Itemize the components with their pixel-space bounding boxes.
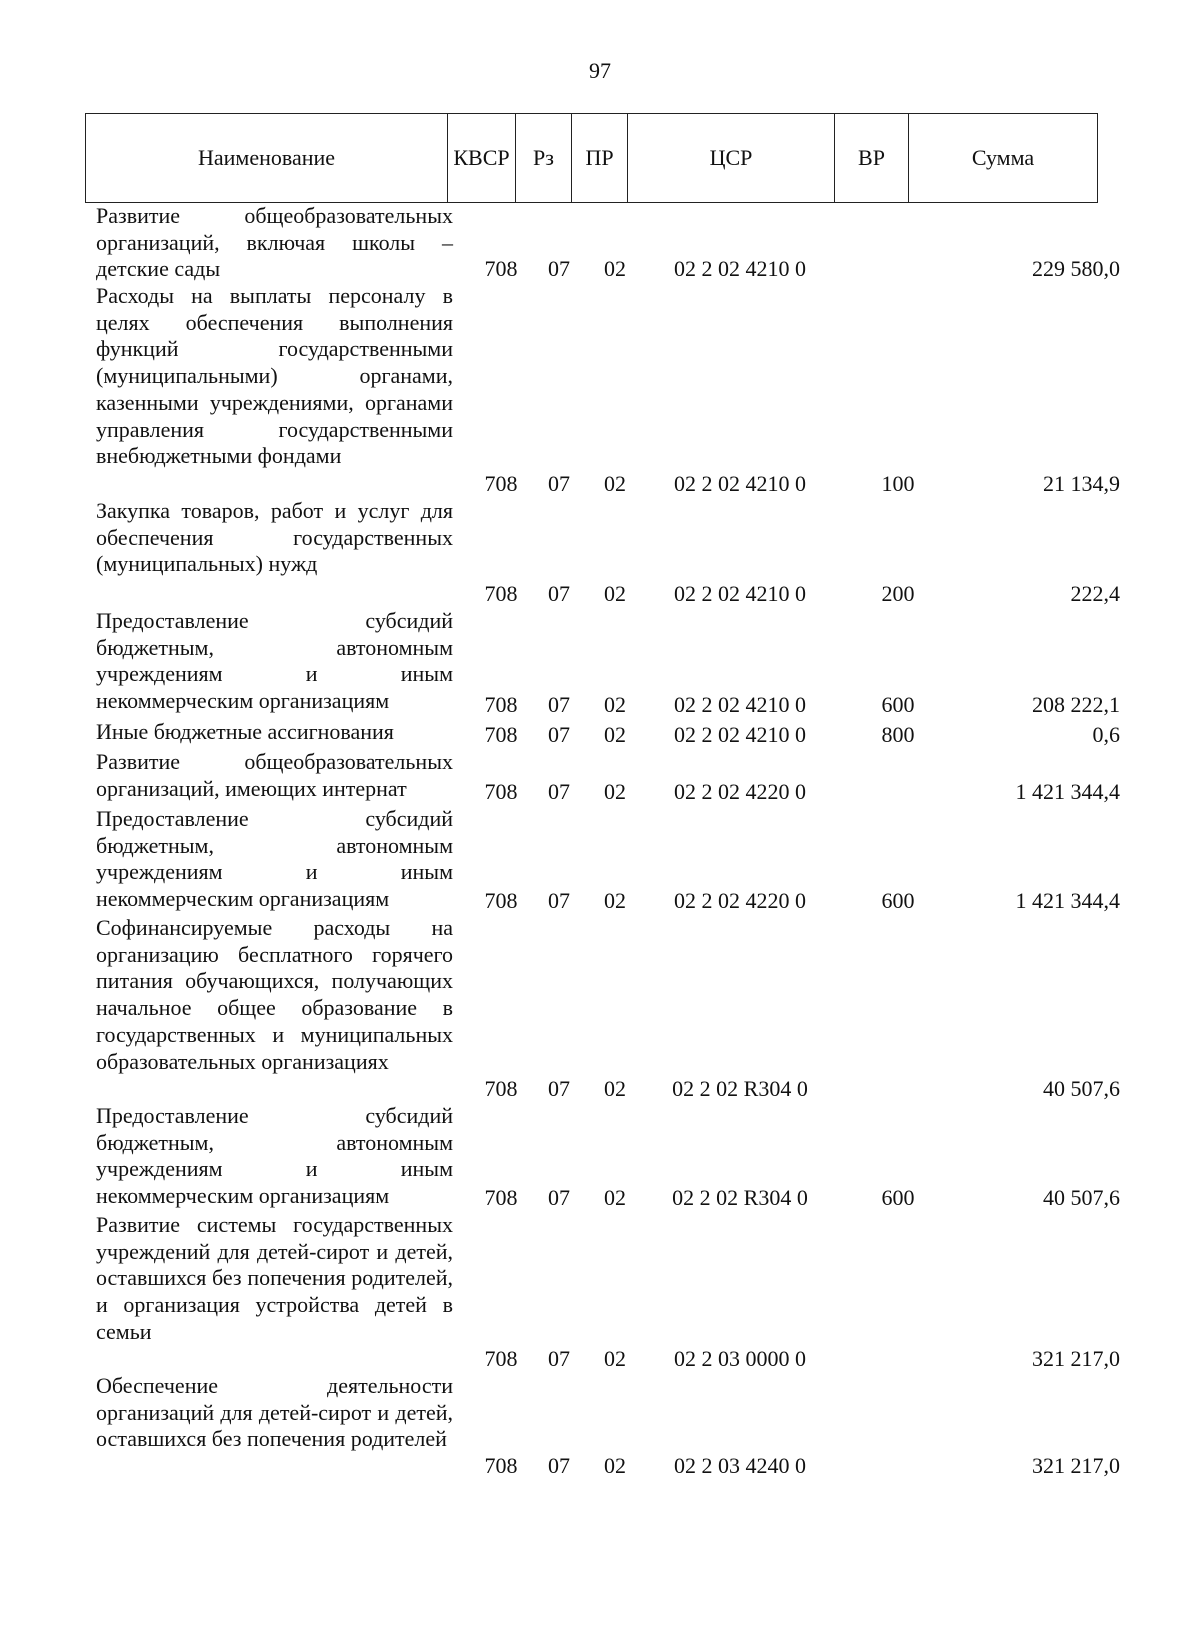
table-row <box>0 1103 1200 1212</box>
row-sum: 21 134,9 <box>1043 471 1120 497</box>
table-row <box>0 283 1200 498</box>
row-pr: 02 <box>604 1185 626 1211</box>
row-rz: 07 <box>548 1346 570 1372</box>
row-name: Развитие общеобразовательных организаций, включая школы – детские сады <box>96 203 453 282</box>
row-rz: 07 <box>548 722 570 748</box>
row-pr: 02 <box>604 256 626 282</box>
row-name: Предоставление субсидий бюджетным, автономным учреждениям и иным некоммерческим организациям <box>96 806 453 912</box>
row-name: Развитие общеобразовательных организаций, имеющих интернат <box>96 749 453 801</box>
row-kvsr: 708 <box>484 1453 518 1479</box>
header-name: Наименование <box>86 114 448 203</box>
row-rz: 07 <box>548 1185 570 1211</box>
row-sum: 0,6 <box>1092 722 1120 748</box>
table-row <box>0 806 1200 915</box>
row-pr: 02 <box>604 1076 626 1102</box>
row-rz: 07 <box>548 581 570 607</box>
row-sum: 40 507,6 <box>1043 1185 1120 1211</box>
row-pr: 02 <box>604 471 626 497</box>
row-name: Обеспечение деятельности организаций для детей-сирот и детей, оставшихся без попечения родителей <box>96 1373 453 1452</box>
row-csr: 02 2 02 4210 0 <box>674 471 806 497</box>
row-pr: 02 <box>604 722 626 748</box>
row-vr: 100 <box>881 471 915 497</box>
table-row <box>0 608 1200 719</box>
row-csr: 02 2 02 4220 0 <box>674 888 806 914</box>
header-pr: ПР <box>572 114 628 203</box>
row-name: Предоставление субсидий бюджетным, автономным учреждениям и иным некоммерческим организациям <box>96 608 453 714</box>
table-row <box>0 498 1200 608</box>
row-kvsr: 708 <box>484 888 518 914</box>
table-row <box>0 749 1200 806</box>
row-kvsr: 708 <box>484 471 518 497</box>
row-kvsr: 708 <box>484 1076 518 1102</box>
row-rz: 07 <box>548 1076 570 1102</box>
row-csr: 02 2 03 0000 0 <box>674 1346 806 1372</box>
row-rz: 07 <box>548 256 570 282</box>
row-rz: 07 <box>548 471 570 497</box>
row-pr: 02 <box>604 581 626 607</box>
row-kvsr: 708 <box>484 1185 518 1211</box>
row-name: Иные бюджетные ассигнования <box>96 719 394 744</box>
row-vr: 600 <box>881 888 915 914</box>
row-csr: 02 2 02 R304 0 <box>672 1185 808 1211</box>
row-sum: 229 580,0 <box>1032 256 1120 282</box>
row-sum: 321 217,0 <box>1032 1346 1120 1372</box>
row-sum: 1 421 344,4 <box>1015 888 1120 914</box>
row-pr: 02 <box>604 692 626 718</box>
row-kvsr: 708 <box>484 256 518 282</box>
row-kvsr: 708 <box>484 1346 518 1372</box>
row-sum: 208 222,1 <box>1032 692 1120 718</box>
row-vr: 200 <box>881 581 915 607</box>
row-name: Развитие системы государственных учреждений для детей-сирот и детей, оставшихся без попечения родителей, и организация устройства детей в семьи <box>96 1212 453 1344</box>
row-pr: 02 <box>604 1453 626 1479</box>
table-row <box>0 203 1200 283</box>
header-vr: ВР <box>835 114 909 203</box>
row-vr: 800 <box>881 722 915 748</box>
row-csr: 02 2 03 4240 0 <box>674 1453 806 1479</box>
row-sum: 1 421 344,4 <box>1015 779 1120 805</box>
row-kvsr: 708 <box>484 779 518 805</box>
row-csr: 02 2 02 4210 0 <box>674 722 806 748</box>
row-csr: 02 2 02 4220 0 <box>674 779 806 805</box>
row-rz: 07 <box>548 692 570 718</box>
row-pr: 02 <box>604 1346 626 1372</box>
row-kvsr: 708 <box>484 581 518 607</box>
row-csr: 02 2 02 4210 0 <box>674 692 806 718</box>
row-rz: 07 <box>548 779 570 805</box>
row-vr: 600 <box>881 692 915 718</box>
row-pr: 02 <box>604 779 626 805</box>
table-header <box>85 113 1098 203</box>
row-csr: 02 2 02 4210 0 <box>674 581 806 607</box>
row-pr: 02 <box>604 888 626 914</box>
page-number: 97 <box>589 58 611 83</box>
table-row <box>0 915 1200 1103</box>
row-name: Расходы на выплаты персоналу в целях обеспечения выполнения функций государственными (муниципальными) органами, казенными учреждениями, органами управления государственными внебюджетными фондами <box>96 283 453 469</box>
table-row <box>0 719 1200 749</box>
table-row <box>0 1212 1200 1373</box>
table-body <box>0 203 1200 1480</box>
row-rz: 07 <box>548 888 570 914</box>
row-rz: 07 <box>548 1453 570 1479</box>
row-name: Закупка товаров, работ и услуг для обеспечения государственных (муниципальных) нужд <box>96 498 453 577</box>
header-kvsr: КВСР <box>448 114 516 203</box>
row-kvsr: 708 <box>484 722 518 748</box>
row-sum: 40 507,6 <box>1043 1076 1120 1102</box>
row-name: Софинансируемые расходы на организацию бесплатного горячего питания обучающихся, получающих начальное общее образование в государственных и муниципальных образовательных организациях <box>96 915 453 1074</box>
table-row <box>0 1373 1200 1480</box>
row-kvsr: 708 <box>484 692 518 718</box>
row-sum: 321 217,0 <box>1032 1453 1120 1479</box>
header-rz: Рз <box>516 114 572 203</box>
header-sum: Сумма <box>909 114 1098 203</box>
header-csr: ЦСР <box>628 114 835 203</box>
row-vr: 600 <box>881 1185 915 1211</box>
row-csr: 02 2 02 R304 0 <box>672 1076 808 1102</box>
row-csr: 02 2 02 4210 0 <box>674 256 806 282</box>
row-sum: 222,4 <box>1070 581 1120 607</box>
row-name: Предоставление субсидий бюджетным, автономным учреждениям и иным некоммерческим организациям <box>96 1103 453 1209</box>
